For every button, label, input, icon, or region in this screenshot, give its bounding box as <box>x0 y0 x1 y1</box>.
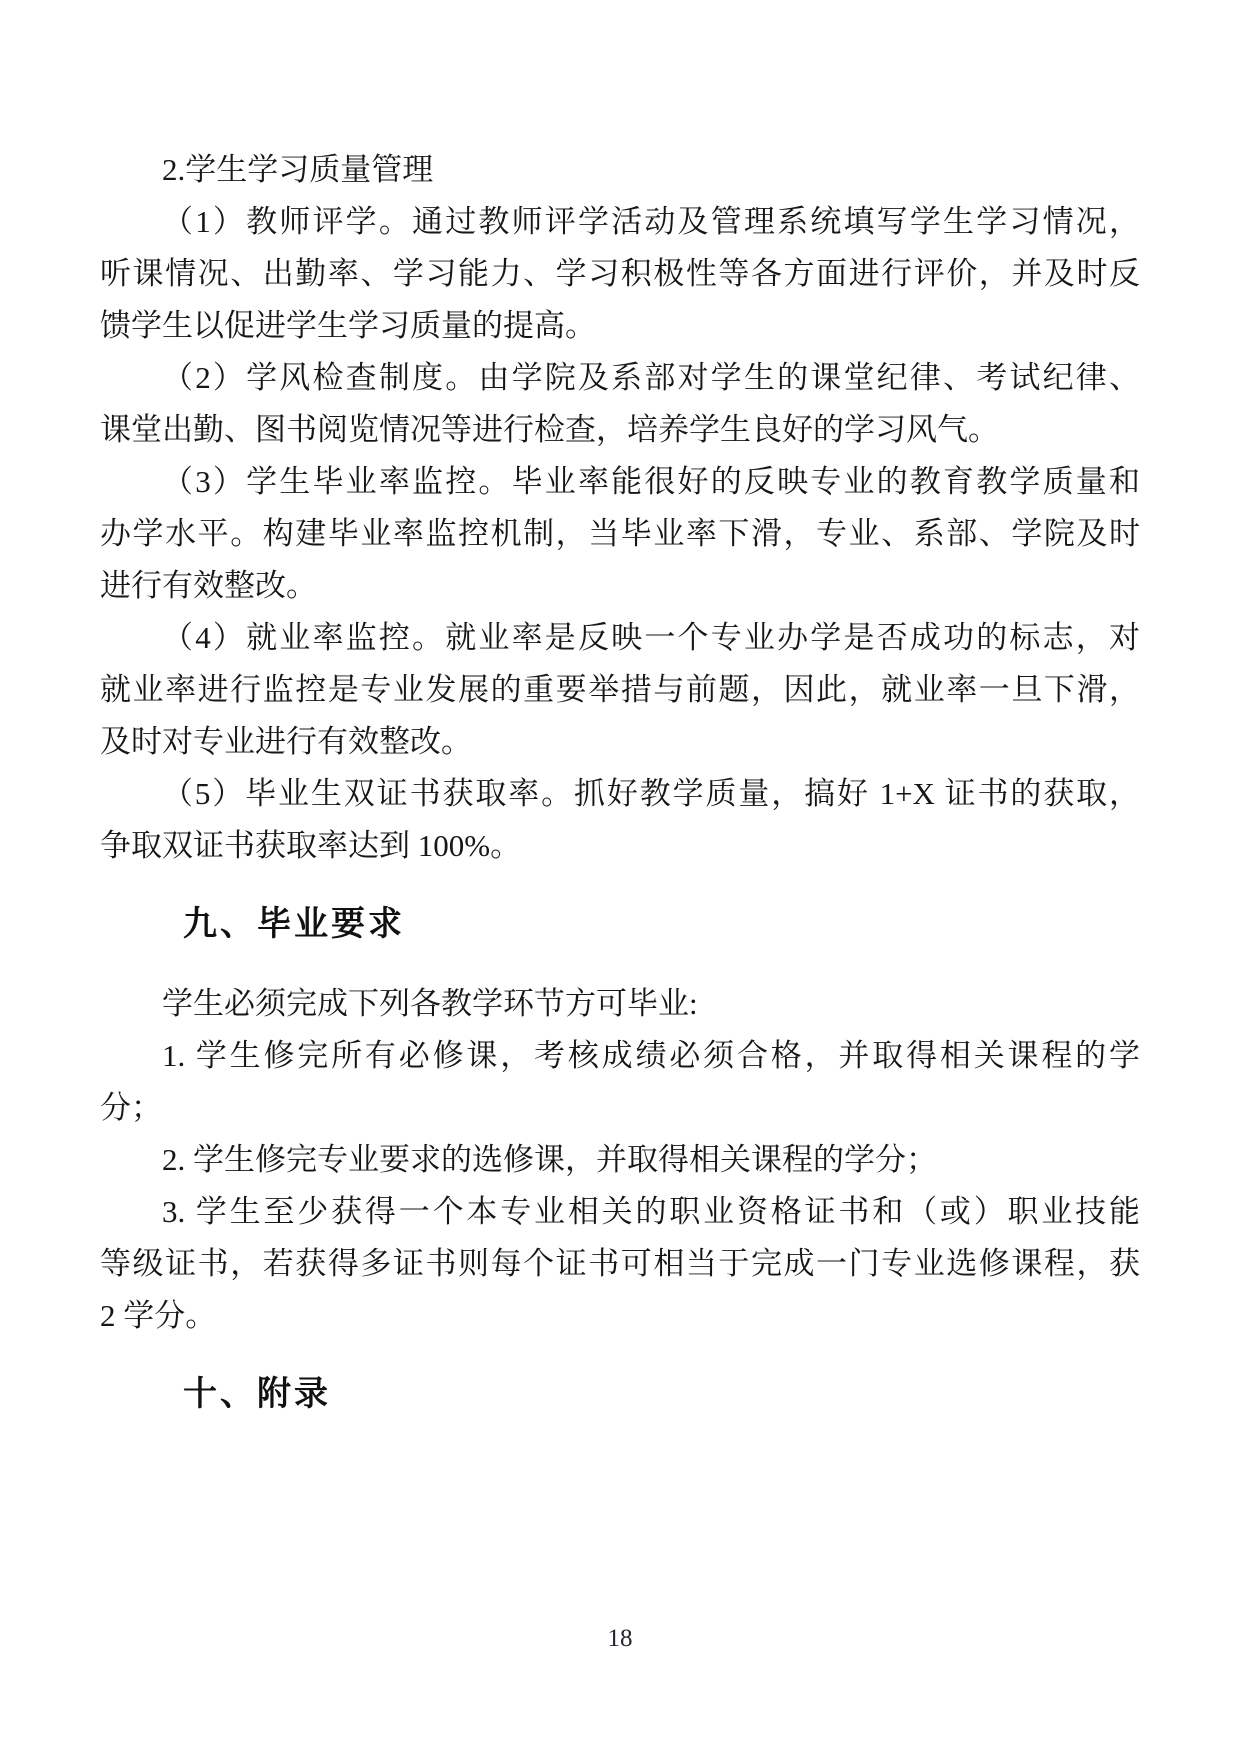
text-line: 学生必须完成下列各教学环节方可毕业: <box>162 986 698 1021</box>
text-line: 就业率进行监控是专业发展的重要举措与前题，因此，就业率一旦下滑， <box>100 672 1140 707</box>
text-line: 2. 学生修完专业要求的选修课，并取得相关课程的学分； <box>162 1142 937 1177</box>
text-line: 1. 学生修完所有必修课，考核成绩必须合格，并取得相关课程的学 <box>162 1038 1140 1073</box>
page-number: 18 <box>607 1625 633 1652</box>
text-line: 分； <box>100 1090 162 1125</box>
paragraph <box>100 144 1140 196</box>
section-heading: 十、附录 <box>183 1375 331 1413</box>
text-line: （4）就业率监控。就业率是反映一个专业办学是否成功的标志，对 <box>162 620 1140 655</box>
text-line: （5）毕业生双证书获取率。抓好教学质量，搞好 1+X 证书的获取， <box>162 776 1140 811</box>
text-line: 2.学生学习质量管理 <box>162 152 434 187</box>
paragraph <box>100 456 1140 612</box>
paragraph <box>100 978 1140 1030</box>
text-line: 等级证书，若获得多证书则每个证书可相当于完成一门专业选修课程，获 <box>100 1246 1140 1281</box>
text-line: （2）学风检查制度。由学院及系部对学生的课堂纪律、考试纪律、 <box>162 360 1140 395</box>
paragraph <box>100 1134 1140 1186</box>
text-line: 课堂出勤、图书阅览情况等进行检查，培养学生良好的学习风气。 <box>100 412 999 447</box>
paragraph <box>100 1030 1140 1134</box>
text-line: 及时对专业进行有效整改。 <box>100 724 472 759</box>
text-line: 馈学生以促进学生学习质量的提高。 <box>100 308 596 343</box>
text-line: （1）教师评学。通过教师评学活动及管理系统填写学生学习情况， <box>162 204 1140 239</box>
text-line: 3. 学生至少获得一个本专业相关的职业资格证书和（或）职业技能 <box>162 1194 1140 1229</box>
document-body <box>100 144 1140 1448</box>
paragraph <box>100 612 1140 768</box>
text-line: 听课情况、出勤率、学习能力、学习积极性等各方面进行评价，并及时反 <box>100 256 1140 291</box>
paragraph <box>100 1186 1140 1342</box>
text-line: 争取双证书获取率达到 100%。 <box>100 828 522 863</box>
paragraph <box>100 768 1140 872</box>
text-line: （3）学生毕业率监控。毕业率能很好的反映专业的教育教学质量和 <box>162 464 1140 499</box>
paragraph <box>100 352 1140 456</box>
text-line: 进行有效整改。 <box>100 568 317 603</box>
section-heading: 九、毕业要求 <box>183 905 405 943</box>
text-line: 2 学分。 <box>100 1298 217 1333</box>
text-line: 办学水平。构建毕业率监控机制，当毕业率下滑，专业、系部、学院及时 <box>100 516 1140 551</box>
paragraph <box>100 196 1140 352</box>
